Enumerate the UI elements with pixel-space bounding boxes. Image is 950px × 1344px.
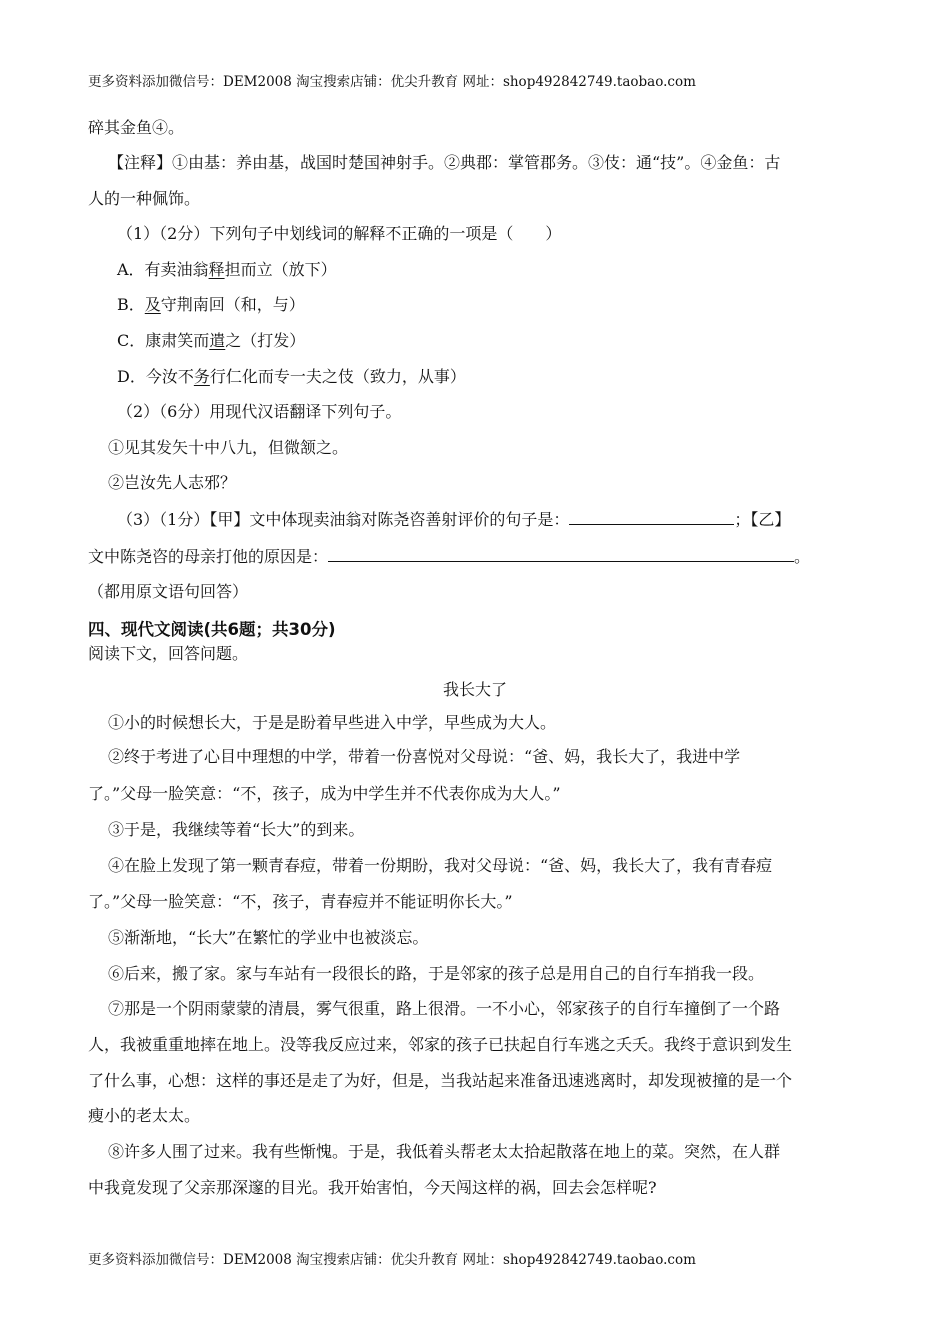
question-1-stem: （1）（2分）下列句子中划线词的解释不正确的一项是（ ） [117, 224, 562, 243]
notes-line-2: 人的一种佩饰。 [88, 189, 201, 208]
answer-blank-1[interactable] [569, 508, 734, 525]
notes-line-1: 【注释】①由基：养由基，战国时楚国神射手。②典郡：掌管郡务。③伎：通“技”。④金鱼：古 [108, 153, 781, 172]
underlined-word: 释 [208, 260, 225, 279]
passage-line: 中我竟发现了父亲那深邃的目光。我开始害怕，今天闯这样的祸，回去会怎样呢? [88, 1178, 657, 1197]
passage-line: 了。”父母一脸笑意：“不，孩子，青春痘并不能证明你长大。” [88, 892, 513, 911]
option-a: A．有卖油翁释担而立（放下） [117, 260, 337, 279]
passage-title: 我长大了 [442, 680, 507, 699]
section-heading: 四、现代文阅读(共6题；共30分) [88, 620, 336, 639]
passage-line: ⑥后来，搬了家。家与车站有一段很长的路，于是邻家的孩子总是用自己的自行车捎我一段。 [108, 964, 765, 983]
answer-blank-2[interactable] [328, 545, 794, 562]
option-c: C．康肃笑而遣之（打发） [117, 331, 306, 350]
page-header: 更多资料添加微信号：DEM2008 淘宝搜索店铺：优尖升教育 网址：shop492842749.taobao.com [88, 74, 696, 90]
option-d: D．今汝不务行仁化而专一夫之伎（致力，从事） [117, 367, 466, 386]
passage-line: 了。”父母一脸笑意：“不，孩子，成为中学生并不代表你成为大人。” [88, 784, 561, 803]
question-2-stem: （2）（6分）用现代汉语翻译下列句子。 [117, 402, 402, 421]
passage-line: ④在脸上发现了第一颗青春痘，带着一份期盼，我对父母说：“爸、妈，我长大了，我有青春痘 [108, 856, 773, 875]
previous-text-line: 碎其金鱼④。 [88, 118, 185, 137]
question-3-line-2: 文中陈尧咨的母亲打他的原因是： 。 [88, 547, 811, 566]
question-2-sentence-2: ②岂汝先人志邪？ [108, 473, 237, 492]
passage-line: 人，我被重重地摔在地上。没等我反应过来，邻家的孩子已扶起自行车逃之夭夭。我终于意识到发生 [88, 1035, 793, 1054]
passage-line: ⑦那是一个阴雨蒙蒙的清晨，雾气很重，路上很滑。一不小心，邻家孩子的自行车撞倒了一个路 [108, 999, 781, 1018]
option-b: B．及守荆南回（和，与） [117, 295, 305, 314]
passage-line: ②终于考进了心目中理想的中学，带着一份喜悦对父母说：“爸、妈，我长大了，我进中学 [108, 747, 741, 766]
passage-line: ③于是，我继续等着“长大”的到来。 [108, 820, 365, 839]
underlined-word: 务 [193, 367, 210, 386]
underlined-word: 及 [144, 295, 161, 314]
reading-instruction: 阅读下文，回答问题。 [88, 644, 249, 663]
passage-line: ⑧许多人围了过来。我有些惭愧。于是，我低着头帮老太太拾起散落在地上的菜。突然，在人群 [108, 1142, 781, 1161]
question-3-note: （都用原文语句回答） [88, 582, 249, 601]
passage-line: 瘦小的老太太。 [88, 1106, 201, 1125]
page-footer: 更多资料添加微信号：DEM2008 淘宝搜索店铺：优尖升教育 网址：shop492842749.taobao.com [88, 1252, 696, 1268]
passage-line: ⑤渐渐地，“长大”在繁忙的学业中也被淡忘。 [108, 928, 429, 947]
passage-line: ①小的时候想长大，于是是盼着早些进入中学，早些成为大人。 [108, 713, 557, 732]
underlined-word: 遣 [209, 331, 226, 350]
question-3-line-1: （3）（1分）【甲】文中体现卖油翁对陈尧咨善射评价的句子是： ；【乙】 [117, 510, 791, 529]
passage-line: 了什么事，心想：这样的事还是走了为好，但是，当我站起来准备迅速逃离时，却发现被撞的是一个 [88, 1071, 793, 1090]
question-2-sentence-1: ①见其发矢十中八九，但微颔之。 [108, 438, 349, 457]
